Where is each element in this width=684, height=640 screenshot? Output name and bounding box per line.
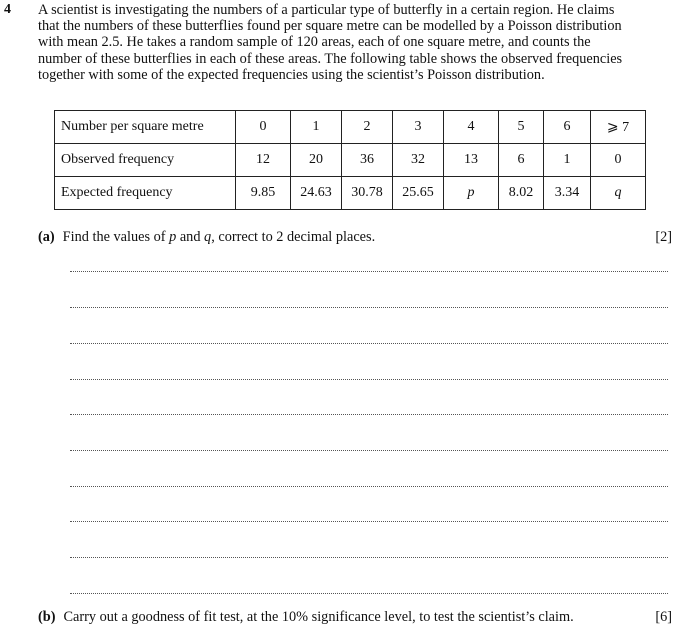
variable-p: p	[169, 229, 177, 245]
table-cell: 6	[544, 111, 591, 144]
table-cell: ⩾ 7	[591, 111, 646, 144]
stem-line: together with some of the expected frequencies using the scientist’s Poisson distribution.	[38, 66, 545, 83]
stem-line: A scientist is investigating the numbers of a particular type of butterfly in a certain region. He claims	[38, 2, 615, 18]
table-cell: 1	[291, 111, 342, 144]
table-cell: p	[444, 177, 499, 210]
part-a-marks: [2]	[655, 229, 672, 245]
table-cell: 13	[444, 144, 499, 177]
table-cell: 9.85	[236, 177, 291, 210]
table-cell: 8.02	[499, 177, 544, 210]
part-a-text-end: , correct to 2 decimal places.	[211, 229, 376, 245]
table-cell: 2	[342, 111, 393, 144]
table-cell: 3	[393, 111, 444, 144]
answer-line[interactable]	[70, 593, 668, 594]
row-label: Observed frequency	[55, 144, 236, 177]
frequency-table	[54, 110, 646, 210]
answer-line[interactable]	[70, 271, 668, 272]
variable-q: q	[204, 229, 212, 245]
table-row	[55, 144, 646, 177]
question-stem	[38, 2, 672, 83]
table-cell: 0	[236, 111, 291, 144]
table-cell: 30.78	[342, 177, 393, 210]
row-label: Expected frequency	[55, 177, 236, 210]
table-cell: 3.34	[544, 177, 591, 210]
answer-line[interactable]	[70, 414, 668, 415]
part-a-text-mid: and	[176, 229, 205, 245]
table-cell: 20	[291, 144, 342, 177]
part-a-text-start: Find the values of	[62, 229, 170, 245]
part-a-text	[63, 229, 648, 246]
answer-line[interactable]	[70, 307, 668, 308]
answer-line[interactable]	[70, 343, 668, 344]
row-label: Number per square metre	[55, 111, 236, 144]
part-b-label: (b)	[38, 609, 56, 625]
table-cell: 0	[591, 144, 646, 177]
table-cell: 32	[393, 144, 444, 177]
table-cell: 4	[444, 111, 499, 144]
answer-line[interactable]	[70, 521, 668, 522]
answer-line[interactable]	[70, 557, 668, 558]
answer-line[interactable]	[70, 486, 668, 487]
part-b-text: Carry out a goodness of fit test, at the 10% significance level, to test the scientist’s claim.	[63, 609, 574, 625]
table-cell: q	[591, 177, 646, 210]
question-number: 4	[4, 2, 11, 17]
answer-line[interactable]	[70, 450, 668, 451]
part-b	[38, 609, 672, 626]
table-cell: 24.63	[291, 177, 342, 210]
table-row	[55, 177, 646, 210]
stem-line: number of these butterflies in each of these areas. The following table shows the observed frequencies	[38, 50, 623, 67]
stem-line: with mean 2.5. He takes a random sample of 120 areas, each of one square metre, and counts the	[38, 34, 591, 51]
table-row	[55, 111, 646, 144]
table-cell: 12	[236, 144, 291, 177]
table-cell: 1	[544, 144, 591, 177]
answer-line[interactable]	[70, 379, 668, 380]
table-cell: 25.65	[393, 177, 444, 210]
part-a-label: (a)	[38, 229, 55, 245]
part-b-marks: [6]	[655, 609, 672, 625]
table-cell: 36	[342, 144, 393, 177]
table-cell: 6	[499, 144, 544, 177]
part-a	[38, 229, 672, 246]
stem-line: that the numbers of these butterflies found per square metre can be modelled by a Poisson distribution	[38, 18, 622, 35]
table-cell: 5	[499, 111, 544, 144]
